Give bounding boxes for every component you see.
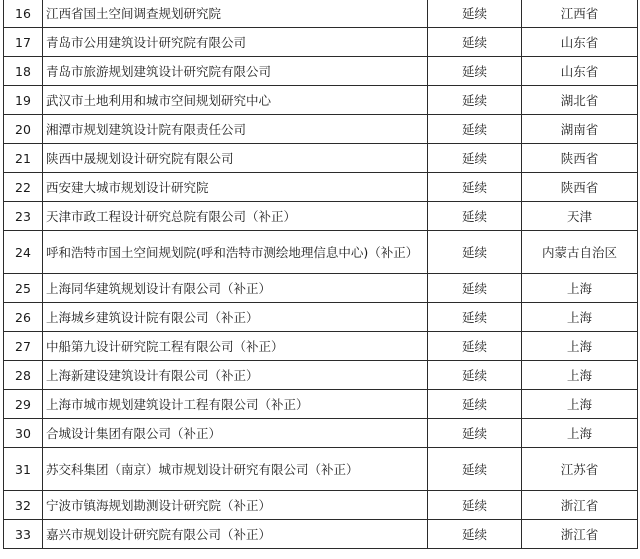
table-row (4, 57, 638, 86)
region-cell: 浙江省 (522, 520, 638, 549)
row-number: 17 (4, 28, 43, 57)
region-cell: 上海 (522, 419, 638, 448)
organization-name: 宁波市镇海规划勘测设计研究院（补正） (43, 491, 428, 520)
region-cell: 内蒙古自治区 (522, 231, 638, 274)
organizations-table (3, 0, 638, 549)
table-row (4, 202, 638, 231)
status-cell: 延续 (428, 491, 522, 520)
status-cell: 延续 (428, 115, 522, 144)
row-number: 20 (4, 115, 43, 144)
row-number: 16 (4, 0, 43, 28)
row-number: 24 (4, 231, 43, 274)
region-cell: 江西省 (522, 0, 638, 28)
status-cell: 延续 (428, 274, 522, 303)
region-cell: 山东省 (522, 28, 638, 57)
region-cell: 陕西省 (522, 144, 638, 173)
region-cell: 天津 (522, 202, 638, 231)
table-row (4, 390, 638, 419)
table-row (4, 491, 638, 520)
table-body (4, 0, 638, 549)
row-number: 19 (4, 86, 43, 115)
row-number: 28 (4, 361, 43, 390)
organization-name: 青岛市公用建筑设计研究院有限公司 (43, 28, 428, 57)
status-cell: 延续 (428, 173, 522, 202)
status-cell: 延续 (428, 86, 522, 115)
region-cell: 浙江省 (522, 491, 638, 520)
table-row (4, 274, 638, 303)
status-cell: 延续 (428, 520, 522, 549)
table-row (4, 361, 638, 390)
row-number: 32 (4, 491, 43, 520)
organization-name: 西安建大城市规划设计研究院 (43, 173, 428, 202)
row-number: 33 (4, 520, 43, 549)
table-row (4, 0, 638, 28)
row-number: 29 (4, 390, 43, 419)
row-number: 30 (4, 419, 43, 448)
region-cell: 上海 (522, 274, 638, 303)
status-cell: 延续 (428, 332, 522, 361)
row-number: 18 (4, 57, 43, 86)
organization-name: 呼和浩特市国土空间规划院(呼和浩特市测绘地理信息中心)（补正） (43, 231, 428, 274)
organization-name: 武汉市土地利用和城市空间规划研究中心 (43, 86, 428, 115)
status-cell: 延续 (428, 303, 522, 332)
status-cell: 延续 (428, 28, 522, 57)
region-cell: 上海 (522, 390, 638, 419)
organization-name: 苏交科集团（南京）城市规划设计研究有限公司（补正） (43, 448, 428, 491)
organization-name: 青岛市旅游规划建筑设计研究院有限公司 (43, 57, 428, 86)
region-cell: 陕西省 (522, 173, 638, 202)
row-number: 23 (4, 202, 43, 231)
region-cell: 上海 (522, 332, 638, 361)
status-cell: 延续 (428, 0, 522, 28)
region-cell: 山东省 (522, 57, 638, 86)
table-row (4, 173, 638, 202)
table-row (4, 520, 638, 549)
table-row (4, 448, 638, 491)
organization-name: 上海城乡建筑设计院有限公司（补正） (43, 303, 428, 332)
organization-name: 江西省国土空间调查规划研究院 (43, 0, 428, 28)
table-row (4, 28, 638, 57)
table-row (4, 115, 638, 144)
organization-name: 上海新建设建筑设计有限公司（补正） (43, 361, 428, 390)
region-cell: 湖南省 (522, 115, 638, 144)
row-number: 31 (4, 448, 43, 491)
table-row (4, 144, 638, 173)
status-cell: 延续 (428, 390, 522, 419)
status-cell: 延续 (428, 202, 522, 231)
organization-name: 天津市政工程设计研究总院有限公司（补正） (43, 202, 428, 231)
organization-name: 上海同华建筑规划设计有限公司（补正） (43, 274, 428, 303)
organization-name: 湘潭市规划建筑设计院有限责任公司 (43, 115, 428, 144)
organization-name: 上海市城市规划建筑设计工程有限公司（补正） (43, 390, 428, 419)
organization-name: 陕西中晟规划设计研究院有限公司 (43, 144, 428, 173)
status-cell: 延续 (428, 448, 522, 491)
organization-name: 合城设计集团有限公司（补正） (43, 419, 428, 448)
table-row (4, 231, 638, 274)
table-row (4, 419, 638, 448)
status-cell: 延续 (428, 361, 522, 390)
table-row (4, 332, 638, 361)
region-cell: 上海 (522, 303, 638, 332)
status-cell: 延续 (428, 57, 522, 86)
row-number: 21 (4, 144, 43, 173)
region-cell: 江苏省 (522, 448, 638, 491)
status-cell: 延续 (428, 144, 522, 173)
status-cell: 延续 (428, 419, 522, 448)
organization-name: 嘉兴市规划设计研究院有限公司（补正） (43, 520, 428, 549)
row-number: 22 (4, 173, 43, 202)
row-number: 27 (4, 332, 43, 361)
region-cell: 上海 (522, 361, 638, 390)
region-cell: 湖北省 (522, 86, 638, 115)
row-number: 26 (4, 303, 43, 332)
status-cell: 延续 (428, 231, 522, 274)
organization-name: 中船第九设计研究院工程有限公司（补正） (43, 332, 428, 361)
table-row (4, 86, 638, 115)
table-row (4, 303, 638, 332)
row-number: 25 (4, 274, 43, 303)
